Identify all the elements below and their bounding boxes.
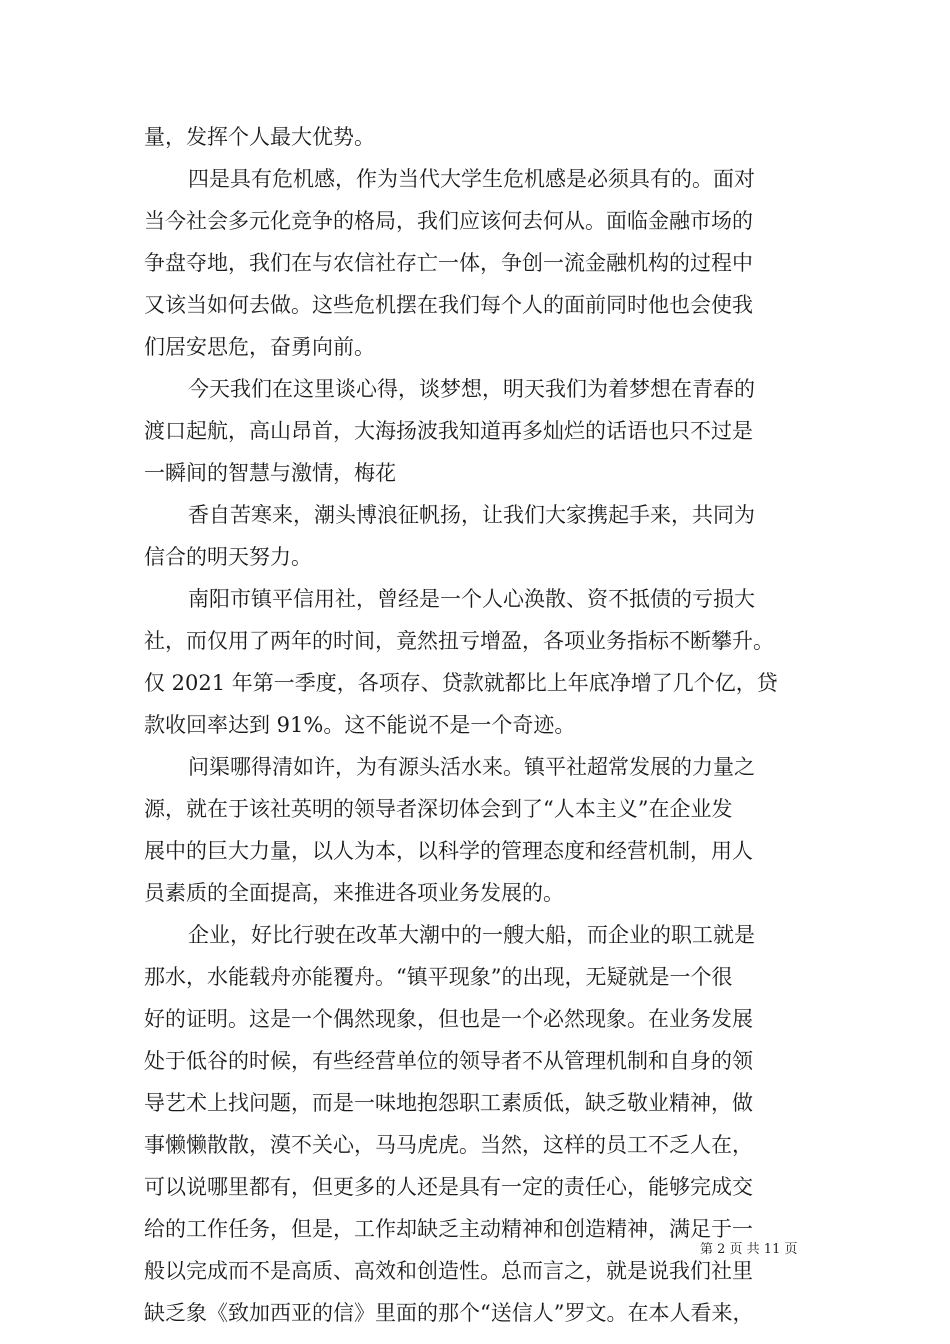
text-line: 又该当如何去做。这些危机摆在我们每个人的面前同时他也会使我 — [144, 293, 753, 317]
text-line: 好的证明。这是一个偶然现象，但也是一个必然现象。在业务发展 — [144, 1007, 753, 1031]
text-line: 展中的巨大力量，以人为本，以科学的管理态度和经营机制，用人 — [144, 839, 753, 863]
text-line: 仅 2021 年第一季度，各项存、贷款就都比上年底净增了几个亿，贷 — [144, 671, 778, 695]
text-line: 香自苦寒来，潮头博浪征帆扬，让我们大家携起手来，共同为 — [188, 503, 755, 527]
text-line: 渡口起航，高山昂首，大海扬波我知道再多灿烂的话语也只不过是 — [144, 419, 753, 443]
page-number: 第 2 页 共 11 页 — [700, 1242, 798, 1257]
text-line: 员素质的全面提高，来推进各项业务发展的。 — [144, 881, 564, 905]
text-line: 款收回率达到 91%。这不能说不是一个奇迹。 — [144, 713, 576, 737]
text-line: 事懒懒散散，漠不关心，马马虎虎。当然，这样的员工不乏人在， — [144, 1133, 753, 1157]
text-line: 四是具有危机感，作为当代大学生危机感是必须具有的。面对 — [188, 167, 755, 191]
text-line: 处于低谷的时候，有些经营单位的领导者不从管理机制和自身的领 — [144, 1049, 753, 1073]
text-line: 企业，好比行驶在改革大潮中的一艘大船，而企业的职工就是 — [188, 923, 755, 947]
text-line: 缺乏象《致加西亚的信》里面的那个“送信人”罗文。在本人看来， — [144, 1301, 754, 1325]
text-line: 信合的明天努力。 — [144, 545, 312, 569]
text-line: 般以完成而不是高质、高效和创造性。总而言之，就是说我们社里 — [144, 1259, 753, 1283]
text-line: 可以说哪里都有，但更多的人还是具有一定的责任心，能够完成交 — [144, 1175, 753, 1199]
text-line: 社，而仅用了两年的时间，竟然扭亏增盈，各项业务指标不断攀升。 — [144, 629, 774, 653]
text-line: 一瞬间的智慧与激情，梅花 — [144, 461, 396, 485]
text-line: 南阳市镇平信用社，曾经是一个人心涣散、资不抵债的亏损大 — [188, 587, 755, 611]
text-line: 那水，水能载舟亦能覆舟。“镇平现象”的出现，无疑就是一个很 — [144, 965, 733, 989]
text-line: 给的工作任务，但是，工作却缺乏主动精神和创造精神，满足于一 — [144, 1217, 753, 1241]
text-line: 们居安思危，奋勇向前。 — [144, 335, 375, 359]
text-line: 争盘夺地，我们在与农信社存亡一体，争创一流金融机构的过程中 — [144, 251, 753, 275]
text-line: 导艺术上找问题，而是一味地抱怨职工素质低，缺乏敬业精神，做 — [144, 1091, 753, 1115]
text-line: 今天我们在这里谈心得，谈梦想，明天我们为着梦想在青春的 — [188, 377, 755, 401]
document-body — [144, 116, 810, 1334]
text-line: 量，发挥个人最大优势。 — [144, 125, 375, 149]
text-line: 当今社会多元化竞争的格局，我们应该何去何从。面临金融市场的 — [144, 209, 753, 233]
text-line: 问渠哪得清如许，为有源头活水来。镇平社超常发展的力量之 — [188, 755, 755, 779]
text-line: 源，就在于该社英明的领导者深切体会到了“人本主义”在企业发 — [144, 797, 733, 821]
